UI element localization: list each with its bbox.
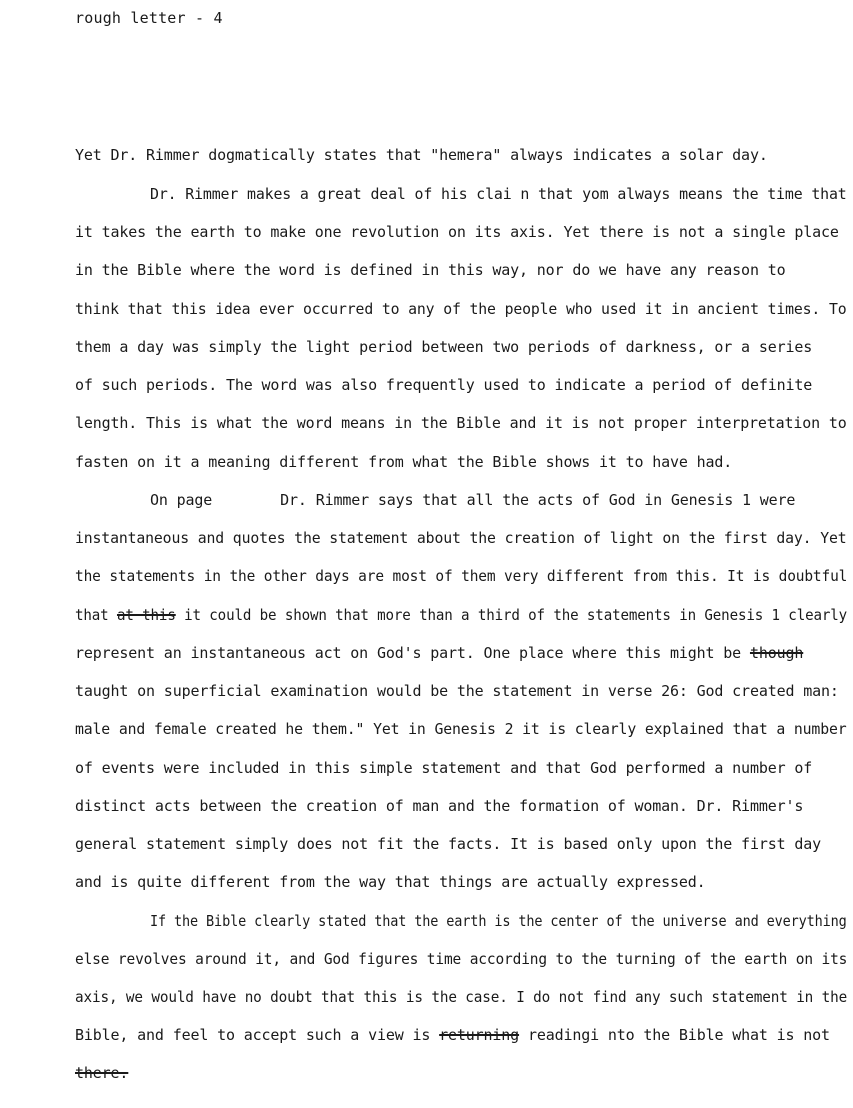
text-line: fasten on it a meaning different from what the Bible shows it to have had. bbox=[75, 453, 733, 471]
text-line bbox=[75, 1064, 128, 1082]
text-line bbox=[75, 1026, 830, 1044]
text-line: Yet Dr. Rimmer dogmatically states that "hemera" always indicates a solar day. bbox=[75, 146, 768, 164]
text-line: else revolves around it, and God figures time according to the turning of the earth on its bbox=[75, 950, 848, 968]
text-line: axis, we would have no doubt that this is the case. I do not find any such statement in the bbox=[75, 988, 848, 1006]
text-segment: it could be shown that more than a third of the statements in Genesis 1 clearly bbox=[184, 606, 848, 624]
text-line: taught on superficial examination would be the statement in verse 26: God created man: bbox=[75, 682, 839, 700]
text-line: instantaneous and quotes the statement about the creation of light on the first day. Yet bbox=[75, 529, 847, 547]
text-line: general statement simply does not fit the facts. It is based only upon the first day bbox=[75, 835, 821, 853]
page-reference-label: On page bbox=[150, 491, 213, 509]
text-line bbox=[75, 606, 847, 624]
text-segment: Bible, and feel to accept such a view is bbox=[75, 1026, 431, 1044]
text-line: them a day was simply the light period between two periods of darkness, or a series bbox=[75, 338, 813, 356]
text-line bbox=[75, 644, 803, 662]
text-line: it takes the earth to make one revolution on its axis. Yet there is not a single place bbox=[75, 223, 839, 241]
text-line: length. This is what the word means in the Bible and it is not proper interpretation to bbox=[75, 414, 847, 432]
page-header: rough letter - 4 bbox=[75, 9, 223, 27]
struck-text: returning bbox=[439, 1026, 520, 1044]
text-line: the statements in the other days are most of them very different from this. It is doubtful bbox=[75, 567, 848, 585]
text-line: distinct acts between the creation of man and the formation of woman. Dr. Rimmer's bbox=[75, 797, 804, 815]
struck-text: though bbox=[749, 644, 804, 662]
text-line: of such periods. The word was also frequently used to indicate a period of definite bbox=[75, 376, 813, 394]
text-line: think that this idea ever occurred to any of the people who used it in ancient times. To bbox=[75, 300, 847, 318]
text-segment: represent an instantaneous act on God's part. One place where this might be bbox=[75, 644, 742, 662]
text-segment: Dr. Rimmer says that all the acts of God in Genesis 1 were bbox=[280, 491, 796, 509]
text-segment: that bbox=[75, 606, 109, 624]
struck-text: at this bbox=[116, 606, 176, 624]
text-line: of events were included in this simple statement and that God performed a number of bbox=[75, 759, 813, 777]
text-line: in the Bible where the word is defined in this way, nor do we have any reason to bbox=[75, 261, 786, 279]
text-line: male and female created he them." Yet in Genesis 2 it is clearly explained that a number bbox=[75, 720, 847, 738]
text-line: Dr. Rimmer makes a great deal of his clai n that yom always means the time that bbox=[150, 185, 847, 203]
text-segment: readingi nto the Bible what is not bbox=[527, 1026, 830, 1044]
text-line: If the Bible clearly stated that the earth is the center of the universe and everything bbox=[150, 912, 847, 930]
text-line: and is quite different from the way that things are actually expressed. bbox=[75, 873, 706, 891]
struck-text: there. bbox=[75, 1064, 129, 1082]
text-line bbox=[150, 491, 795, 509]
